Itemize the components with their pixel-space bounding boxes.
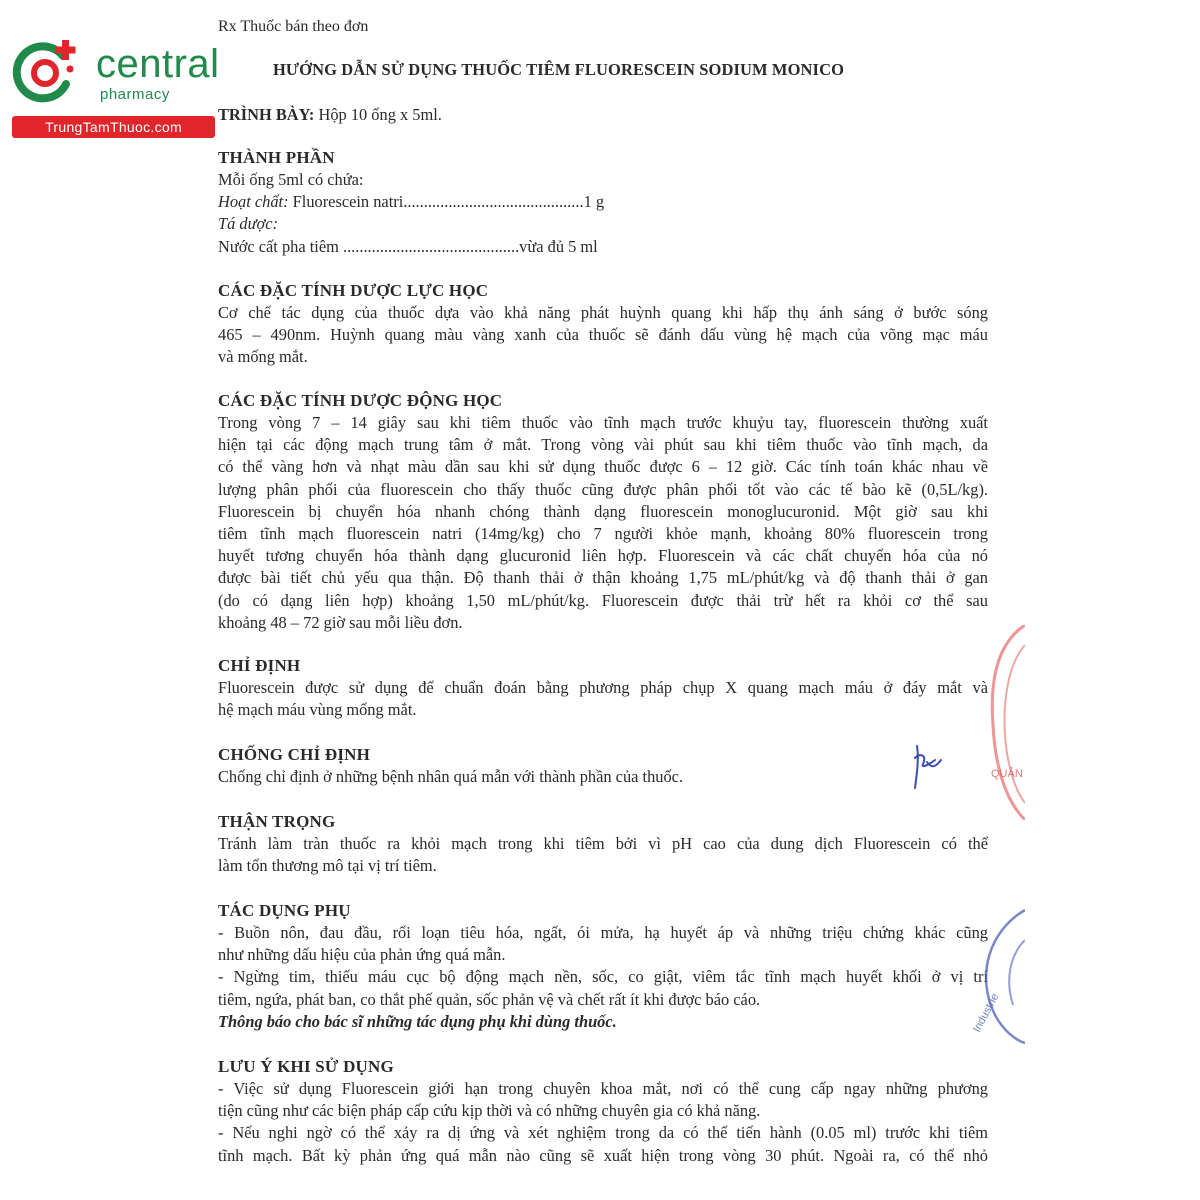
section-heading: TÁC DỤNG PHỤ	[218, 901, 351, 920]
section-side-effects	[218, 900, 988, 1033]
text-line: Fluorescein được sử dụng để chuẩn đoán bằng phương pháp chụp X quang mạch máu ở đáy mắt và	[218, 678, 988, 697]
text-line: Cơ chế tác dụng của thuốc dựa vào khả năng phát huỳnh quang khi hấp thụ ánh sáng ở bước sóng	[218, 303, 988, 322]
text-line: Chống chỉ định ở những bệnh nhân quá mẫn với thành phần của thuốc.	[218, 767, 684, 786]
text-line: Trong vòng 7 – 14 giây sau khi tiêm thuốc vào tĩnh mạch trước khuỷu tay, fluorescein thường xuất	[218, 413, 988, 432]
stamp-text: Industrie	[971, 991, 1002, 1035]
water-value: vừa đủ 5 ml	[519, 236, 598, 256]
section-pharmacodynamics	[218, 280, 988, 369]
section-body	[218, 1078, 988, 1167]
section-composition	[218, 147, 988, 258]
section-heading: CHỐNG CHỈ ĐỊNH	[218, 745, 371, 764]
presentation-label: TRÌNH BÀY:	[218, 105, 315, 124]
section-body	[218, 922, 988, 1033]
pharmacy-logo	[10, 38, 220, 138]
logo-subtitle: pharmacy	[100, 86, 170, 103]
section-body	[218, 412, 988, 634]
text-line: - Buồn nôn, đau đầu, rối loạn tiêu hóa, ngất, ói mửa, hạ huyết áp và những triệu chứng khác cũng	[218, 923, 988, 942]
text-line: - Ngừng tim, thiếu máu cục bộ động mạch nền, sốc, co giật, viêm tắc tĩnh mạch huyết khối ở vị trí	[218, 967, 988, 987]
text-line: khoảng 48 – 72 giờ sau mỗi liều đơn.	[218, 612, 463, 632]
composition-water	[218, 236, 988, 258]
active-text: Fluorescein natri	[288, 192, 404, 212]
blue-stamp-fragment	[965, 905, 1025, 1045]
text-line: lượng phân phối của fluorescein cho thấy thuốc cũng được phân phối tốt vào các tế bào kẽ (0,5L/kg).	[218, 479, 988, 499]
presentation-text: Hộp 10 ống x 5ml.	[314, 105, 442, 124]
active-label: Hoạt chất:	[218, 192, 289, 212]
prescription-notice: Rx Thuốc bán theo đơn	[218, 18, 369, 35]
section-body	[218, 169, 988, 258]
text-line: hệ mạch máu vùng mống mắt.	[218, 700, 417, 720]
active-dots: ............................................	[403, 192, 584, 212]
signature	[905, 738, 945, 793]
logo-brand-name: central	[96, 42, 220, 86]
red-stamp-fragment	[985, 625, 1025, 820]
section-body	[218, 677, 988, 721]
text-line: có thể vàng hơn và nhạt màu dần sau khi sử dụng thuốc được 6 – 12 giờ. Các tính toán khác nhau về	[218, 457, 988, 477]
active-value: 1 g	[583, 192, 605, 212]
section-body	[218, 833, 988, 877]
presentation-line	[218, 104, 442, 126]
section-heading: CÁC ĐẶC TÍNH DƯỢC LỰC HỌC	[218, 281, 489, 300]
section-contraindications	[218, 744, 988, 788]
composition-active	[218, 191, 988, 213]
section-heading: THẬN TRỌNG	[218, 812, 336, 831]
section-heading: THÀNH PHẦN	[218, 148, 335, 167]
logo-website-banner: TrungTamThuoc.com	[12, 116, 215, 138]
water-text: Nước cất pha tiêm	[218, 236, 343, 256]
excipient-label: Tá dược:	[218, 214, 279, 234]
text-line: tĩnh mạch. Bất kỳ phản ứng quá mẫn nào cũng sẽ xuất hiện trong vòng 30 phút. Ngoài ra, có thể nhỏ	[218, 1145, 988, 1165]
text-line: được bài tiết chủ yếu qua thận. Độ thanh thải ở thận khoảng 1,75 mL/phút/kg và độ thanh thải ở gan	[218, 568, 988, 588]
text-line: - Nếu nghi ngờ có thể xảy ra dị ứng và xét nghiệm trong da có thể tiến hành (0.05 ml) trước khi tiêm	[218, 1123, 988, 1143]
text-line: Tránh làm tràn thuốc ra khỏi mạch trong khi tiêm bởi vì pH cao của dung dịch Fluorescein có thể	[218, 834, 988, 853]
stamp-text: QUẢN	[991, 768, 1023, 780]
section-pharmacokinetics	[218, 390, 988, 634]
side-effects-notice: Thông báo cho bác sĩ những tác dụng phụ khi dùng thuốc.	[218, 1011, 617, 1031]
section-precautions	[218, 811, 988, 877]
section-heading: CÁC ĐẶC TÍNH DƯỢC ĐỘNG HỌC	[218, 391, 503, 410]
text-line: Fluorescein bị chuyển hóa nhanh chóng thành dạng fluorescein monoglucuronid. Một giờ sau khi	[218, 501, 988, 521]
section-body	[218, 766, 988, 788]
section-heading: CHỈ ĐỊNH	[218, 656, 301, 675]
section-heading: LƯU Ý KHI SỬ DỤNG	[218, 1057, 394, 1076]
pharmacy-logo-icon	[10, 38, 80, 108]
text-line: - Việc sử dụng Fluorescein giới hạn trong chuyên khoa mắt, nơi có thể cung cấp ngay những phương	[218, 1079, 988, 1098]
text-line: làm tổn thương mô tại vị trí tiêm.	[218, 856, 437, 876]
section-body	[218, 302, 988, 369]
text-line: (do có dạng liên hợp) khoảng 1,50 mL/phút/kg. Fluorescein được thải trừ hết ra khỏi cơ thể sau	[218, 590, 988, 610]
text-line: hiện tại các động mạch trung tâm ở mắt. Trong vòng vài phút sau khi tiêm thuốc vào tĩnh mạch, da	[218, 435, 988, 455]
text-line: tiêm tĩnh mạch fluorescein natri (14mg/kg) cho 7 người khỏe mạnh, khoảng 80% fluorescein trong	[218, 524, 988, 544]
text-line: 465 – 490nm. Huỳnh quang màu vàng xanh của thuốc sẽ đánh dấu vùng hệ mạch của võng mạc máu	[218, 325, 988, 345]
document-title: HƯỚNG DẪN SỬ DỤNG THUỐC TIÊM FLUORESCEIN SODIUM MONICO	[273, 60, 845, 79]
text-line: tiện cũng như các biện pháp cấp cứu kịp thời và có những chuyên gia có khả năng.	[218, 1101, 761, 1121]
section-usage-notes	[218, 1056, 988, 1167]
water-dots: ...........................................	[342, 236, 520, 256]
text-line: huyết tương chuyển hóa thành dạng glucuronid liên hợp. Fluorescein và các chất chuyển hóa của nó	[218, 546, 988, 566]
text-line: như những dấu hiệu của phản ứng quá mẫn.	[218, 945, 506, 965]
composition-intro: Mỗi ống 5ml có chứa:	[218, 170, 364, 189]
text-line: và mống mắt.	[218, 347, 308, 367]
text-line: tiêm, ngứa, phát ban, co thắt phế quản, sốc phản vệ và chết rất ít khi được báo cáo.	[218, 989, 761, 1009]
section-indications	[218, 655, 988, 721]
